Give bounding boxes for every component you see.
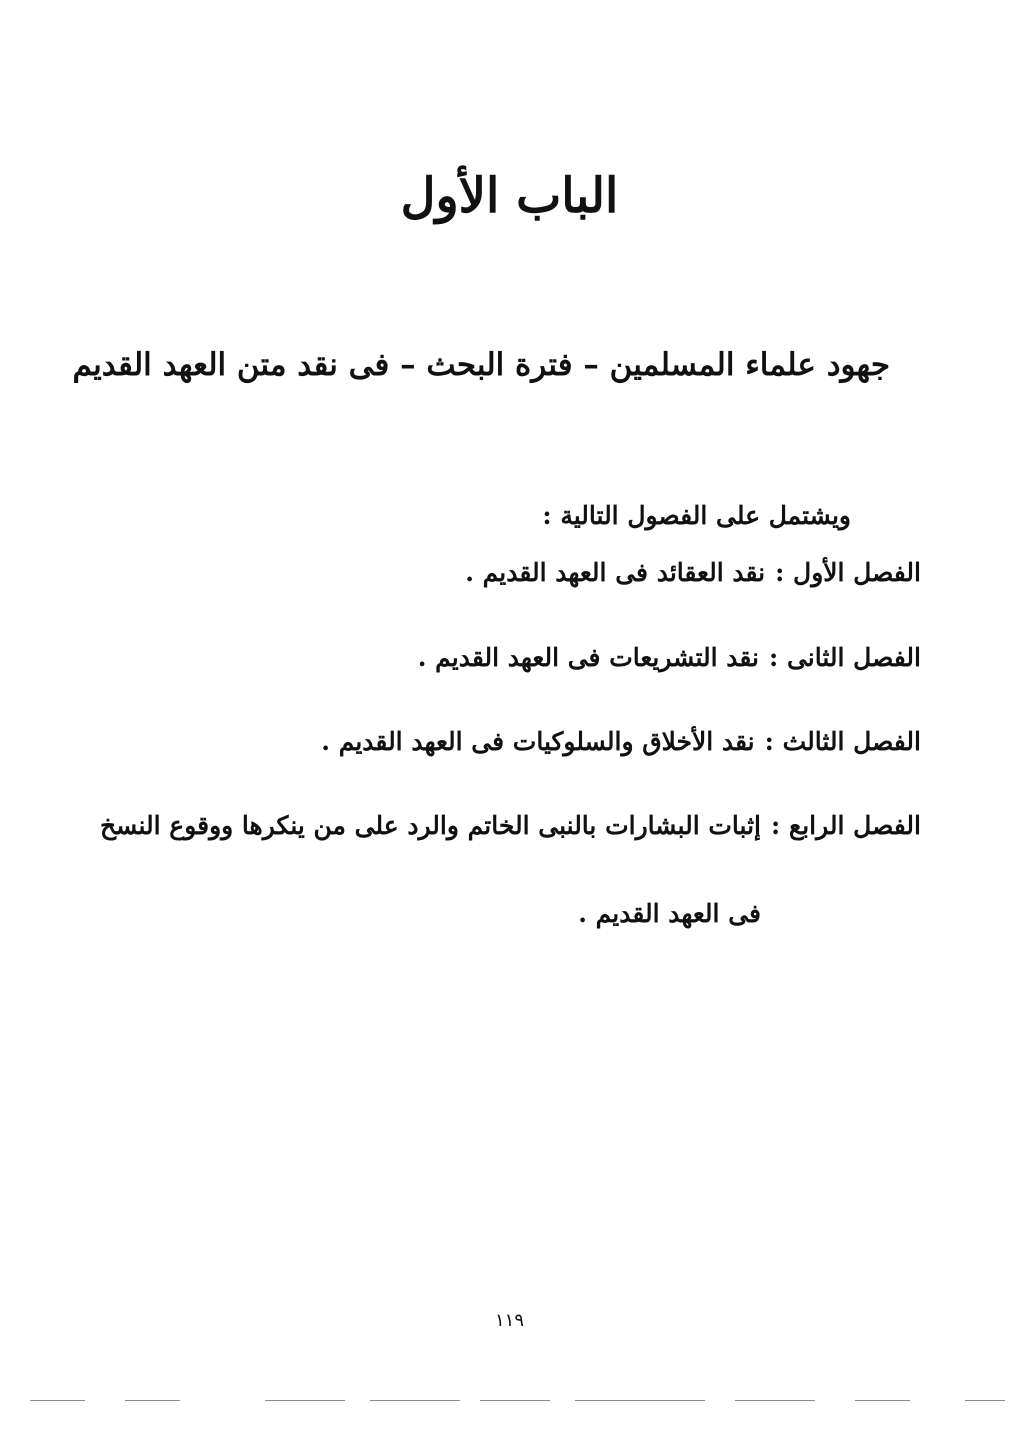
chapters-intro: ويشتمل على الفصول التالية : <box>542 501 851 530</box>
chapter-three-line <box>321 724 921 759</box>
chapter-four-continuation: فى العهد القديم . <box>578 899 761 928</box>
scan-artifact-line <box>855 1400 910 1401</box>
chapter-one-text: نقد العقائد فى العهد القديم . <box>465 558 766 587</box>
scan-artifact-line <box>575 1400 705 1401</box>
chapter-four-label: الفصل الرابع : <box>770 811 921 840</box>
section-title: الباب الأول <box>400 168 619 224</box>
chapter-four-text: إثبات البشارات بالنبى الخاتم والرد على من ينكرها ووقوع النسخ <box>100 811 761 840</box>
chapter-four-line <box>100 808 921 843</box>
page-number: ١١٩ <box>494 1310 524 1331</box>
scan-artifact-line <box>480 1400 550 1401</box>
chapter-two-line <box>418 640 921 675</box>
scan-artifact-line <box>735 1400 815 1401</box>
scan-artifact-line <box>265 1400 345 1401</box>
chapter-one-label: الفصل الأول : <box>775 558 921 587</box>
scan-artifact-line <box>30 1400 85 1401</box>
scan-artifact-line <box>125 1400 180 1401</box>
scan-artifact-line <box>370 1400 460 1401</box>
chapter-three-text: نقد الأخلاق والسلوكيات فى العهد القديم . <box>321 727 755 756</box>
chapter-two-label: الفصل الثانى : <box>769 643 921 672</box>
chapter-two-text: نقد التشريعات فى العهد القديم . <box>417 643 760 672</box>
scan-artifact-line <box>965 1400 1005 1401</box>
section-subtitle: جهود علماء المسلمين – فترة البحث – فى نقد متن العهد القديم <box>72 347 890 383</box>
chapter-one-line <box>465 555 921 590</box>
chapter-three-label: الفصل الثالث : <box>764 727 921 756</box>
